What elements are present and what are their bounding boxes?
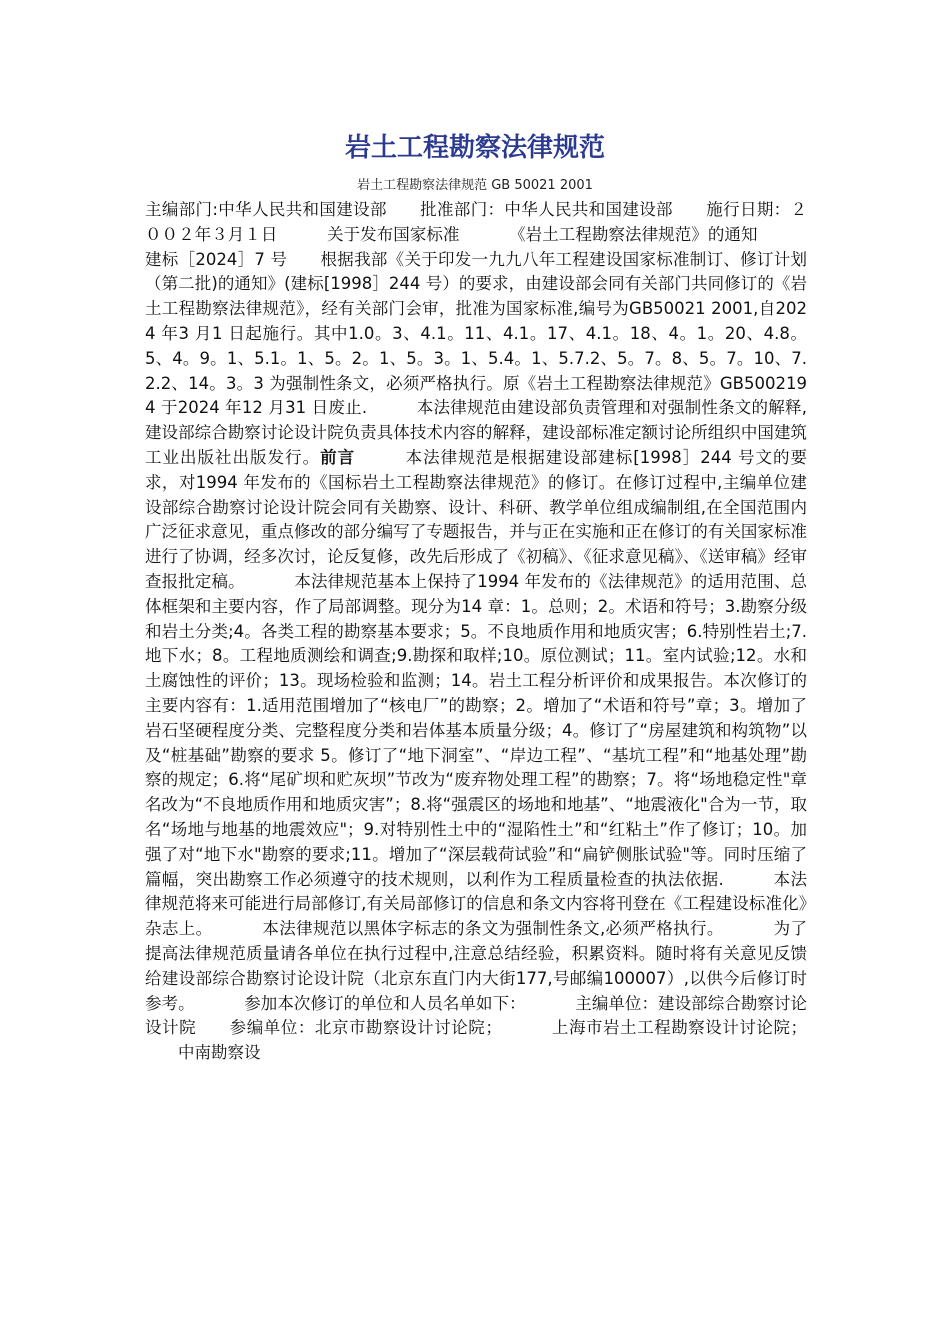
text-preface-heading: 前言 [320, 447, 356, 467]
text-notice-number: 建标［2024］7 号 [145, 249, 288, 269]
text-effective-date: 施行日期：２００２年３月１日 [145, 200, 808, 244]
text-notice-name: 《岩土工程勘察法律规范》的通知 [509, 224, 758, 244]
text-approval-dept: 批准部门：中华人民共和国建设部 [419, 200, 673, 219]
text-participants-intro: 参加本次修订的单位和人员名单如下： [244, 993, 526, 1013]
document-subtitle: 岩土工程勘察法律规范 GB 50021 2001 [357, 178, 593, 193]
text-notice-body: 根据我部《关于印发一九九八年工程建设国家标准制订、修订计划（第二批)的通知》(建标[1998］244 号）的要求，由建设部会同有关部门共同修订的《岩土工程勘察法律规范》，经有关部门会审，批准为国家标准,编号为GB50021 2001,自2024 年3 月1 日起施行。其中1.0。3、4.1。11、4.1。17、4.1。18、4。1。20、4.8。5、4。9。1、5.1。1、5。2。1、5。3。1、5.4。1、5.7.2、5。7。8、5。7。10、7.2.2、14。3。3 为强制性条文，必须严格执行。原《岩土工程勘察法律规范》GB5002194 于2024 年12 月31 日废止. [145, 249, 808, 418]
text-revision-content: 本法律规范基本上保持了1994 年发布的《法律规范》的适用范围、总体框架和主要内容，作了局部调整。现分为14 章：1。总则；2。术语和符号；3.勘察分级和岩土分类;4。各类工程的勘察基本要求；5。不良地质作用和地质灾害；6.特别性岩土;7.地下水；8。工程地质测绘和调查;9.勘探和取样;10。原位测试；11。室内试验;12。水和土腐蚀性的评价；13。现场检验和监测；14。岩土工程分析评价和成果报告。本次修订的主要内容有：1.适用范围增加了“核电厂”的勘察；2。增加了“术语和符号”章；3。增加了岩石坚硬程度分类、完整程度分类和岩体基本质量分级；4。修订了“房屋建筑和构筑物”以及“桩基础”勘察的要求 5。修订了“地下洞室”、“岸边工程”、“基坑工程”和“地基处理”勘察的规定；6.将“尾矿坝和贮灰坝”节改为“废弃物处理工程”的勘察；7。将“场地稳定性"章名改为“不良地质作用和地质灾害”；8.将“强震区的场地和地基”、“地震液化"合为一节，取名“场地与地基的地震效应"；9.对特别性土中的“湿陷性土”和“红粘土”作了修订；10。加强了对“地下水"勘察的要求;11。增加了“深层载荷试验”和“扁铲侧胀试验"等。同时压缩了篇幅，突出勘察工作必须遵守的技术规则，以利作为工程质量检查的执法依据. [145, 571, 807, 889]
text-participating-unit-3: 中南勘察设 [178, 1043, 261, 1063]
text-feedback: 为了提高法律规范质量请各单位在执行过程中,注意总结经验，积累资料。随时将有关意见反馈给建设部综合勘察讨论设计院（北京东直门内大街177,号邮编100007）,以供今后修订时参考。 [145, 919, 808, 1013]
text-editor-dept: 主编部门:中华人民共和国建设部 [145, 200, 387, 219]
text-chief-unit: 主编单位：建设部综合勘察讨论设计院 [145, 993, 808, 1038]
text-notice-heading: 关于发布国家标准 [327, 224, 460, 244]
text-mandatory-clauses: 本法律规范以黑体字标志的条文为强制性条文,必须严格执行。 [262, 919, 724, 939]
text-participating-unit-1: 参编单位：北京市勘察设计讨论院； [229, 1018, 502, 1038]
text-participating-unit-2: 上海市岩土工程勘察设计讨论院； [551, 1018, 808, 1038]
document-body [145, 198, 807, 1066]
text-partial-revision: 本法律规范将来可能进行局部修订,有关局部修订的信息和条文内容将刊登在《工程建设标准化》杂志上。 [145, 869, 808, 939]
text-preface-body: 本法律规范是根据建设部建标[1998］244 号文的要求，对1994 年发布的《国标岩土工程勘察法律规范》的修订。在修订过程中,主编单位建设部综合勘察讨论设计院会同有关勘察、设计、科研、教学单位组成编制组,在全国范围内广泛征求意见，重点修改的部分编写了专题报告，并与正在实施和正在修订的有关国家标准进行了协调，经多次讨，论反复修，改先后形成了《初稿》、《征求意见稿》、《送审稿》经审查报批定稿。 [145, 447, 808, 591]
text-management: 本法律规范由建设部负责管理和对强制性条文的解释,建设部综合勘察讨论设计院负责具体技术内容的解释，建设部标准定额讨论所组织中国建筑工业出版社出版发行。 [145, 398, 807, 467]
document-title: 岩土工程勘察法律规范 [344, 133, 605, 163]
